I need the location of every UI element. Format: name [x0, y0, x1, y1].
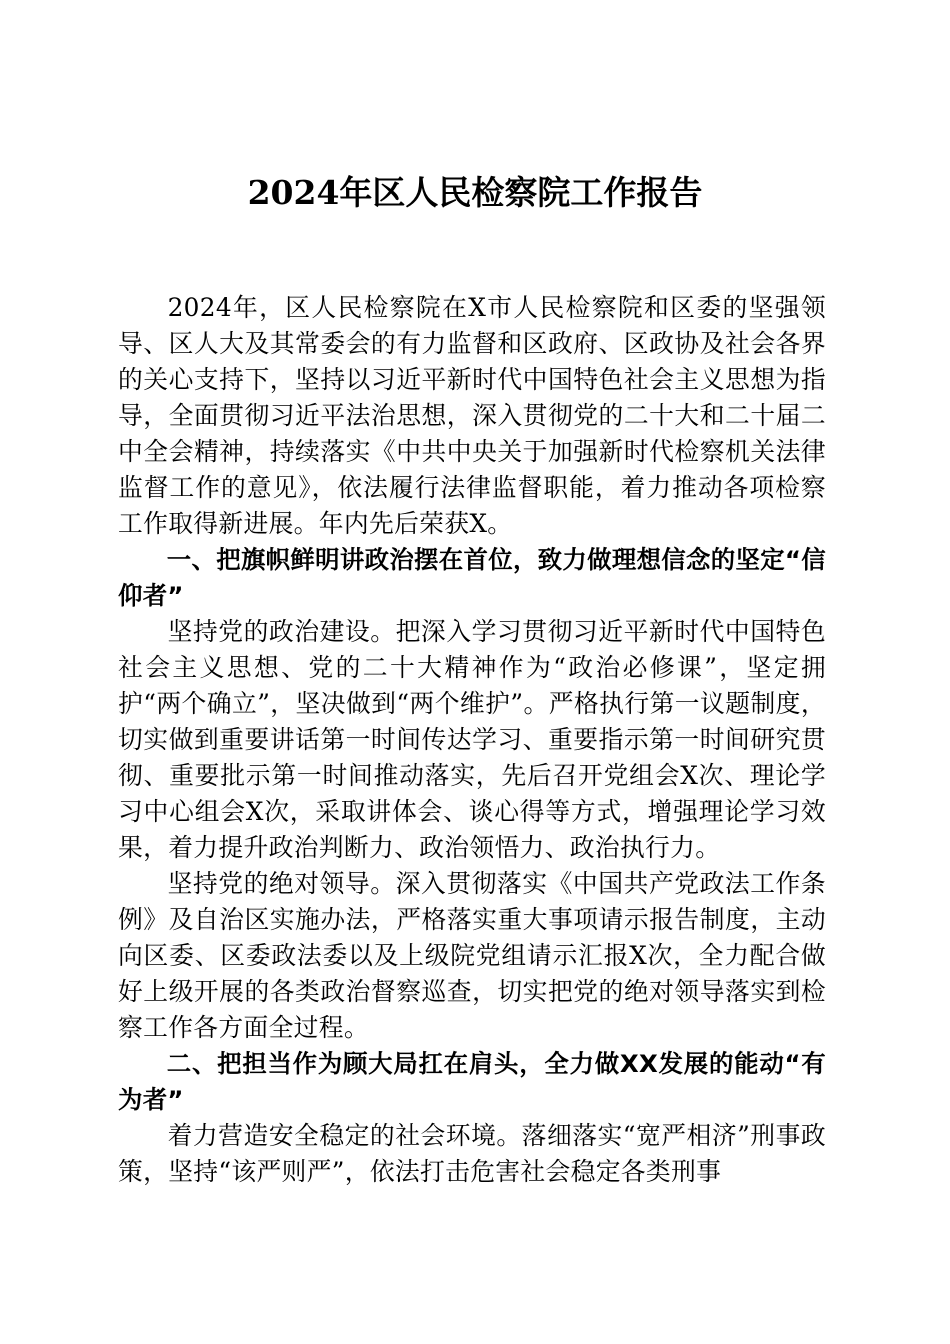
section-heading-1: 一、把旗帜鲜明讲政治摆在首位，致力做理想信念的坚定“信仰者”: [118, 545, 826, 610]
paragraph-political-building: 坚持党的政治建设。把深入学习贯彻习近平新时代中国特色社会主义思想、党的二十大精神作为“政治必修课”，坚定拥护“两个确立”，坚决做到“两个维护”。严格执行第一议题制度，切实做到重要讲话第一时间传达学习、重要指示第一时间研究贯彻、重要批示第一时间推动落实，先后召开党组会X次、理论学习中心组会X次，采取讲体会、谈心得等方式，增强理论学习效果，着力提升政治判断力、政治领悟力、政治执行力。: [118, 617, 826, 862]
document-title: 2024年区人民检察院工作报告: [247, 173, 703, 212]
paragraph-party-leadership: 坚持党的绝对领导。深入贯彻落实《中国共产党政法工作条例》及自治区实施办法，严格落实重大事项请示报告制度，主动向区委、区委政法委以及上级院党组请示汇报X次，全力配合做好上级开展的各类政治督察巡查，切实把党的绝对领导落实到检察工作各方面全过程。: [118, 869, 826, 1042]
paragraph-social-environment: 着力营造安全稳定的社会环境。落细落实“宽严相济”刑事政策，坚持“该严则严”，依法打击危害社会稳定各类刑事: [118, 1121, 826, 1186]
section-heading-2: 二、把担当作为顾大局扛在肩头，全力做XX发展的能动“有为者”: [118, 1049, 826, 1114]
document-body: [118, 290, 826, 1190]
paragraph-intro: 2024年，区人民检察院在X市人民检察院和区委的坚强领导、区人大及其常委会的有力监督和区政府、区政协及社会各界的关心支持下，坚持以习近平新时代中国特色社会主义思想为指导，全面贯彻习近平法治思想，深入贯彻党的二十大和二十届二中全会精神，持续落实《中共中央关于加强新时代检察机关法律监督工作的意见》，依法履行法律监督职能，着力推动各项检察工作取得新进展。年内先后荣获X。: [118, 293, 826, 538]
